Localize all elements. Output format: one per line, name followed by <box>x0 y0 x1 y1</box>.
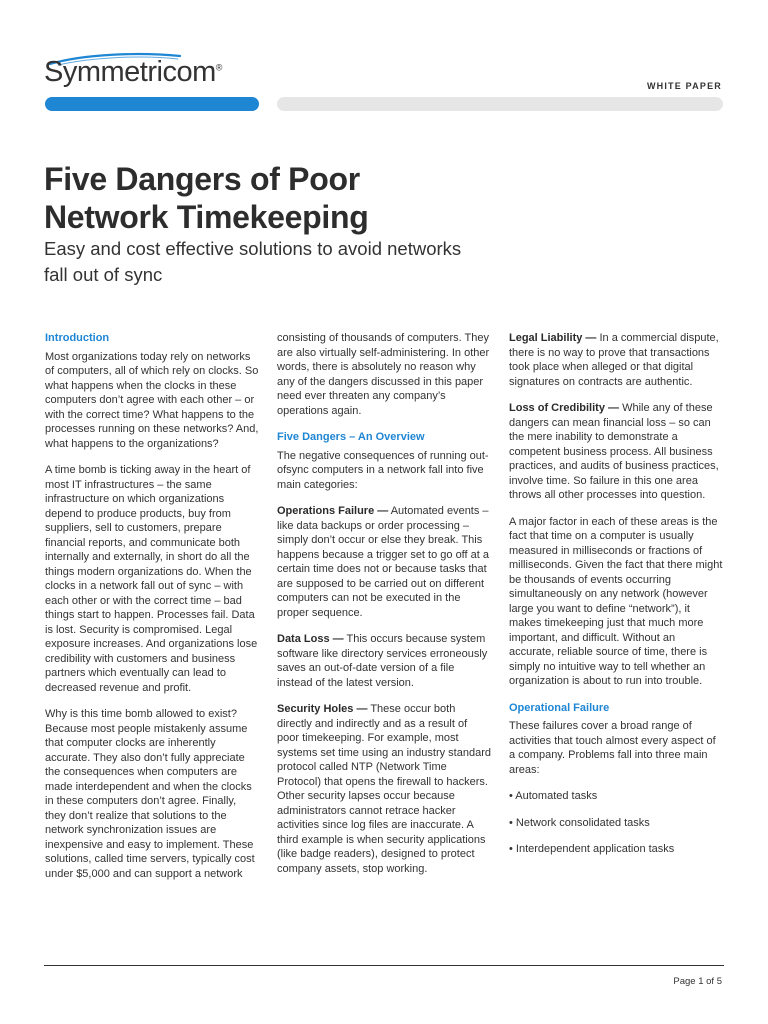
footer-divider <box>44 965 724 966</box>
logo-registered-mark: ® <box>215 62 222 73</box>
operations-failure-lead: Operations Failure — <box>277 505 389 517</box>
column-1 <box>45 331 259 893</box>
title-line-1: Five Dangers of Poor <box>44 161 360 197</box>
legal-liability-lead: Legal Liability — <box>509 332 597 344</box>
major-factor-paragraph: A major factor in each of these areas is the fact that time on a computer is usually measured in milliseconds or fractions of milliseconds. Given the fact that there might be thousands of events occurring simultaneously on any network (however large you want to define “network”), it makes timekeeping just that much more important, and difficult. Without an accurate, reliable source of time, there is simply no intuitive way to tell whether an organization is about to run into trouble. <box>509 515 723 687</box>
page-title <box>44 160 524 236</box>
company-logo <box>44 56 222 89</box>
introduction-heading: Introduction <box>45 332 110 344</box>
legal-liability-paragraph <box>509 331 723 389</box>
security-holes-paragraph <box>277 702 491 876</box>
overview-paragraph: The negative consequences of running out-ofsync computers in a network fall into five main categories: <box>277 449 489 491</box>
loss-of-credibility-lead: Loss of Credibility — <box>509 402 620 414</box>
title-line-2: Network Timekeeping <box>44 199 369 235</box>
intro-paragraph-3: Why is this time bomb allowed to exist? Because most people mistakenly assume that computer clocks are inherently accurate. They also don’t fully appreciate the consequences when computers are made interdependent and when the clocks in these computers don’t agree. Finally, they don’t realize that solutions to the network synchronization issues are inexpensive and easy to implement. These solutions, called time servers, typically cost under $5,000 and can support a network <box>45 708 255 880</box>
header-accent-bar <box>45 97 259 111</box>
data-loss-text: This occurs because system software like directory services erroneously saves an out-of-date version of a file instead of the latest version. <box>277 633 488 689</box>
security-holes-text: These occur both directly and indirectly and as a result of poor timekeeping. For example, most systems set time using an industry standard protocol called NTP (Network Time Protocol) that opens the firewall to hackers. Other security lapses occur because administrators cannot retrace hacker activities since log files are inaccurate. A third example is when security applications (like badge readers), designed to protect company assets, stop working. <box>277 703 491 875</box>
data-loss-lead: Data Loss — <box>277 633 344 645</box>
intro-paragraph-1: Most organizations today rely on networks of computers, all of which rely on clocks. So what happens when the clocks in these computers don’t agree with each other – or with the correct time? What happens to the processes running on these networks? And, what happens to the organizations? <box>45 350 259 450</box>
document-type-label: WHITE PAPER <box>646 81 722 91</box>
operations-failure-paragraph <box>277 504 491 620</box>
list-item: • Network consolidated tasks <box>509 816 650 829</box>
logo-text: Symmetricom <box>44 56 216 88</box>
page-subtitle: Easy and cost effective solutions to avoid networks fall out of sync <box>44 238 462 285</box>
list-item: • Interdependent application tasks <box>509 843 675 855</box>
security-holes-lead: Security Holes — <box>277 703 368 715</box>
column-3 <box>509 331 723 869</box>
column-2 <box>277 331 491 888</box>
list-item: • Automated tasks <box>509 790 598 802</box>
intro-paragraph-2: A time bomb is ticking away in the heart of most IT infrastructures – the same infrastructure on which organizations depend to produce products, buy from suppliers, sell to customers, prepare financial reports, and communicate both internally and externally, in short do all the things modern organizations do. When the clocks in a network fall out of sync – with each other or with the correct time – bad things start to happen. Processes fail. Data is lost. Security is compromised. Legal exposure increases. And organizations lose credibility with customers and business partners which eventually can lead to decreased revenue and profit. <box>45 464 258 694</box>
loss-of-credibility-paragraph <box>509 401 723 503</box>
loss-of-credibility-text: While any of these dangers can mean financial loss – so can the mere inability to demonstrate a competent business process. All business practices, and audits of business practices, involve time. So failure in this one area throws all other processes into question. <box>509 402 719 501</box>
page-number: Page 1 of 5 <box>673 976 722 987</box>
data-loss-paragraph <box>277 632 491 690</box>
header-gray-bar <box>277 97 723 111</box>
operational-failure-heading: Operational Failure <box>509 701 610 714</box>
operations-failure-text: Automated events – like data backups or order processing – simply don’t occur or else they break. This happens because a trigger set to go off at a certain time does not or because tasks that are supposed to be carried out on different computers can not be executed in the proper sequence. <box>277 505 490 619</box>
col2-paragraph-1: consisting of thousands of computers. They are also virtually self-administering. In other words, there is absolutely no reason why any of the dangers discussed in this paper need ever threaten any company’s operations again. <box>277 332 490 417</box>
legal-liability-text: In a commercial dispute, there is no way to prove that transactions took place when alleged or that digital signatures on contracts are authentic. <box>509 332 719 388</box>
overview-heading: Five Dangers – An Overview <box>277 431 425 443</box>
operational-failure-paragraph: These failures cover a broad range of activities that touch almost every aspect of a company. Problems fall into three main areas: <box>509 720 716 776</box>
